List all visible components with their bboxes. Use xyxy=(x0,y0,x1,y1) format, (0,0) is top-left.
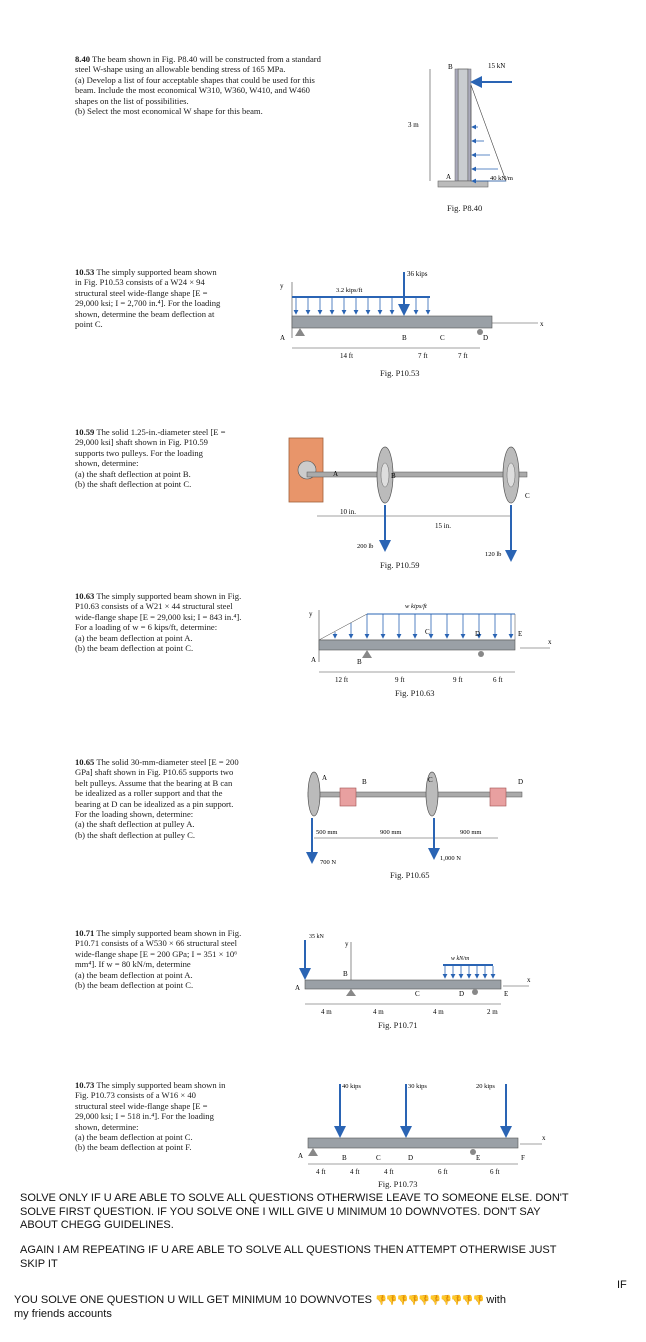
problem-line: bearing at D can be idealized as a pin support. xyxy=(75,798,234,809)
load-36-kips: 36 kips xyxy=(407,270,428,278)
caption-p10-59: Fig. P10.59 xyxy=(380,560,420,570)
problem-line: (a) Develop a list of four acceptable shapes that could be used for this xyxy=(75,74,315,85)
label-B: B xyxy=(342,1154,347,1162)
label-D: D xyxy=(408,1154,414,1162)
problem-line: shown, determine the beam deflection at xyxy=(75,308,215,319)
problem-line: structural steel wide-flange shape [E = xyxy=(75,1100,208,1111)
dim-6ft-1: 6 ft xyxy=(438,1168,448,1176)
label-C: C xyxy=(525,492,530,500)
dim-4m-1: 4 m xyxy=(321,1008,332,1016)
dim-7ft-1: 7 ft xyxy=(418,352,428,360)
label-B: B xyxy=(362,778,367,786)
label-D: D xyxy=(483,334,489,342)
problem-line: (b) the shaft deflection at point C. xyxy=(75,479,192,490)
problem-line: 29,000 ksi] shaft shown in Fig. P10.59 xyxy=(75,437,208,448)
problem-line: Fig. P10.73 consists of a W16 × 40 xyxy=(75,1090,196,1101)
problem-number: 8.40 xyxy=(75,54,91,64)
label-E: E xyxy=(518,630,523,638)
load-15kn: 15 kN xyxy=(488,62,506,70)
problem-line: The simply supported beam shown xyxy=(96,267,217,277)
label-A: A xyxy=(280,334,286,342)
load-w-kn-m: w kN/m xyxy=(451,956,470,962)
problem-line: The simply supported beam shown in xyxy=(96,1080,226,1090)
axis-x: x xyxy=(542,1134,546,1142)
problem-line: (a) the beam deflection at point C. xyxy=(75,1132,193,1143)
figure-p10-59 xyxy=(285,420,545,565)
note-line: ABOUT CHEGG GUIDELINES. xyxy=(20,1219,174,1231)
dim-4ft-1: 4 ft xyxy=(316,1168,326,1176)
problem-number: 10.59 xyxy=(75,427,95,437)
label-B: B xyxy=(357,658,362,666)
problem-line: point C. xyxy=(75,319,103,330)
label-A: A xyxy=(446,173,452,181)
figure-p10-63 xyxy=(305,592,555,688)
problem-line: P10.71 consists of a W530 × 66 structural steel xyxy=(75,938,237,949)
problem-number: 10.73 xyxy=(75,1080,95,1090)
figure-p10-65 xyxy=(300,762,540,878)
dim-2m: 2 m xyxy=(487,1008,498,1016)
load-3-2-kips-ft: 3.2 kips/ft xyxy=(336,287,363,294)
problem-line: steel W-shape using an allowable bending stress of 165 MPa. xyxy=(75,64,286,75)
dim-9ft-2: 9 ft xyxy=(453,676,463,684)
problem-8-40-text xyxy=(75,54,405,116)
label-B: B xyxy=(343,970,348,978)
caption-p10-63: Fig. P10.63 xyxy=(395,688,435,698)
label-E: E xyxy=(476,1154,481,1162)
dim-14ft: 14 ft xyxy=(340,352,354,360)
problem-line: (b) the shaft deflection at pulley C. xyxy=(75,829,196,840)
dim-15in: 15 in. xyxy=(435,522,451,530)
problem-line: beam. Include the most economical W310, W360, W410, and W460 xyxy=(75,85,310,96)
label-D: D xyxy=(475,630,481,638)
load-1000n: 1,000 N xyxy=(440,855,461,862)
problem-10-65-text xyxy=(75,757,305,840)
axis-y: y xyxy=(345,940,349,948)
note-paragraph-3 xyxy=(14,1294,634,1321)
problem-10-53-text xyxy=(75,267,275,329)
caption-p8-40: Fig. P8.40 xyxy=(447,203,483,213)
dim-900mm-1: 900 mm xyxy=(380,829,402,836)
problem-line: shown, determine: xyxy=(75,458,139,469)
problem-10-63-text xyxy=(75,591,305,653)
note-paragraph-2 xyxy=(20,1244,630,1271)
dim-900mm-2: 900 mm xyxy=(460,829,482,836)
note-with: with xyxy=(486,1294,506,1306)
dim-9ft-1: 9 ft xyxy=(395,676,405,684)
problem-line: The beam shown in Fig. P8.40 will be constructed from a standard xyxy=(92,54,321,64)
problem-line: (a) the shaft deflection at pulley A. xyxy=(75,819,195,830)
load-120lb: 120 lb xyxy=(485,551,502,558)
problem-line: (b) the beam deflection at point C. xyxy=(75,643,194,654)
problem-number: 10.53 xyxy=(75,267,95,277)
load-700n: 700 N xyxy=(320,859,337,866)
problem-line: supports two pulleys. For the loading xyxy=(75,447,203,458)
load-35kn: 35 kN xyxy=(309,934,324,940)
label-A: A xyxy=(311,656,317,664)
axis-x: x xyxy=(527,976,531,984)
dim-10in: 10 in. xyxy=(340,508,356,516)
load-30-kips: 30 kips xyxy=(408,1083,427,1090)
load-40kn-m: 40 kN/m xyxy=(490,175,513,182)
dim-6ft: 6 ft xyxy=(493,676,503,684)
label-C: C xyxy=(428,776,433,784)
dim-6ft-2: 6 ft xyxy=(490,1168,500,1176)
problem-line: 29,000 ksi; I = 2,700 in.⁴]. For the loading xyxy=(75,298,221,309)
problem-line: For a loading of w = 6 kips/ft, determine: xyxy=(75,622,218,633)
problem-line: The simply supported beam shown in Fig. xyxy=(96,591,242,601)
label-D: D xyxy=(459,990,465,998)
label-C: C xyxy=(425,628,430,636)
note-if: IF xyxy=(617,1279,627,1291)
problem-line: (b) Select the most economical W shape for this beam. xyxy=(75,106,263,117)
problem-line: The solid 30-mm-diameter steel [E = 200 xyxy=(96,757,239,767)
dim-3m: 3 m xyxy=(408,121,419,129)
label-A: A xyxy=(333,470,339,478)
axis-x: x xyxy=(540,320,544,328)
caption-p10-73: Fig. P10.73 xyxy=(378,1179,418,1189)
problem-line: shapes on the list of possibilities. xyxy=(75,95,189,106)
problem-line: (a) the beam deflection at point A. xyxy=(75,969,193,980)
note-line: YOU SOLVE ONE QUESTION U WILL GET MINIMUM 10 DOWNVOTES xyxy=(14,1294,372,1306)
thumbs-down-icon: 👎👎👎👎👎👎👎👎👎👎 xyxy=(375,1295,484,1306)
label-A: A xyxy=(322,774,328,782)
problem-line: (a) the shaft deflection at point B. xyxy=(75,468,191,479)
dim-7ft-2: 7 ft xyxy=(458,352,468,360)
load-200lb: 200 lb xyxy=(357,543,374,550)
dim-4m-3: 4 m xyxy=(433,1008,444,1016)
label-C: C xyxy=(415,990,420,998)
caption-p10-65: Fig. P10.65 xyxy=(390,870,430,880)
problem-line: wide-flange shape [E = 200 GPa; I = 351 × 10⁶ xyxy=(75,948,238,959)
note-line: SOLVE FIRST QUESTION. IF YOU SOLVE ONE I WILL GIVE U MINIMUM 10 DOWNVOTES. DON'T SAY xyxy=(20,1205,541,1218)
problem-line: wide-flange shape [E = 29,000 ksi; I = 843 in.⁴]. xyxy=(75,611,242,622)
note-line: AGAIN I AM REPEATING IF U ARE ABLE TO SOLVE ALL QUESTIONS THEN ATTEMPT OTHERWISE JUST xyxy=(20,1244,557,1256)
dim-4ft-2: 4 ft xyxy=(350,1168,360,1176)
problem-number: 10.63 xyxy=(75,591,95,601)
label-C: C xyxy=(440,334,445,342)
load-20-kips: 20 kips xyxy=(476,1083,495,1090)
problem-10-71-text xyxy=(75,928,305,990)
dim-4ft-3: 4 ft xyxy=(384,1168,394,1176)
problem-10-73-text xyxy=(75,1080,285,1153)
axis-x: x xyxy=(548,638,552,646)
dim-500mm: 500 mm xyxy=(316,829,338,836)
figure-p10-53 xyxy=(280,268,550,366)
problem-line: be idealized as a roller support and that the xyxy=(75,788,223,799)
problem-line: (a) the beam deflection at point A. xyxy=(75,632,193,643)
dim-4m-2: 4 m xyxy=(373,1008,384,1016)
problem-number: 10.65 xyxy=(75,757,95,767)
problem-line: 29,000 ksi; I = 518 in.⁴]. For the loading xyxy=(75,1111,214,1122)
problem-line: mm⁴]. If w = 80 kN/m, determine xyxy=(75,959,191,970)
label-E: E xyxy=(504,990,509,998)
axis-y: y xyxy=(309,610,313,618)
axis-y: y xyxy=(280,282,284,290)
label-D: D xyxy=(518,778,524,786)
problem-line: (b) the beam deflection at point F. xyxy=(75,1142,192,1153)
label-B: B xyxy=(402,334,407,342)
label-F: F xyxy=(521,1154,525,1162)
figure-p8-40 xyxy=(400,55,520,205)
caption-p10-53: Fig. P10.53 xyxy=(380,368,420,378)
label-A: A xyxy=(295,984,301,992)
note-paragraph-1 xyxy=(20,1192,630,1233)
label-B: B xyxy=(448,63,453,71)
label-C: C xyxy=(376,1154,381,1162)
problem-line: The solid 1.25-in.-diameter steel [E = xyxy=(96,427,226,437)
problem-line: (b) the beam deflection at point C. xyxy=(75,980,194,991)
label-B: B xyxy=(391,472,396,480)
problem-10-59-text xyxy=(75,427,275,489)
note-line: SOLVE ONLY IF U ARE ABLE TO SOLVE ALL QUESTIONS OTHERWISE LEAVE TO SOMEONE ELSE. DON'T xyxy=(20,1192,569,1204)
problem-line: P10.63 consists of a W21 × 44 structural steel xyxy=(75,601,233,612)
load-40-kips: 40 kips xyxy=(342,1083,361,1090)
problem-line: structural steel wide-flange shape [E = xyxy=(75,287,208,298)
caption-p10-71: Fig. P10.71 xyxy=(378,1020,418,1030)
label-A: A xyxy=(298,1152,304,1160)
problem-line: GPa] shaft shown in Fig. P10.65 supports two xyxy=(75,767,234,778)
figure-p10-71 xyxy=(293,930,533,1022)
problem-line: shown, determine: xyxy=(75,1121,139,1132)
problem-line: belt pulleys. Assume that the bearing at B can xyxy=(75,777,233,788)
dim-12ft: 12 ft xyxy=(335,676,349,684)
load-w-kips-ft: w kips/ft xyxy=(405,603,427,610)
note-line: SKIP IT xyxy=(20,1257,58,1270)
note-line: my friends accounts xyxy=(14,1307,112,1320)
problem-line: For the loading shown, determine: xyxy=(75,809,194,820)
problem-line: The simply supported beam shown in Fig. xyxy=(96,928,242,938)
figure-p10-73 xyxy=(280,1078,550,1180)
problem-line: in Fig. P10.53 consists of a W24 × 94 xyxy=(75,277,205,288)
problem-number: 10.71 xyxy=(75,928,95,938)
